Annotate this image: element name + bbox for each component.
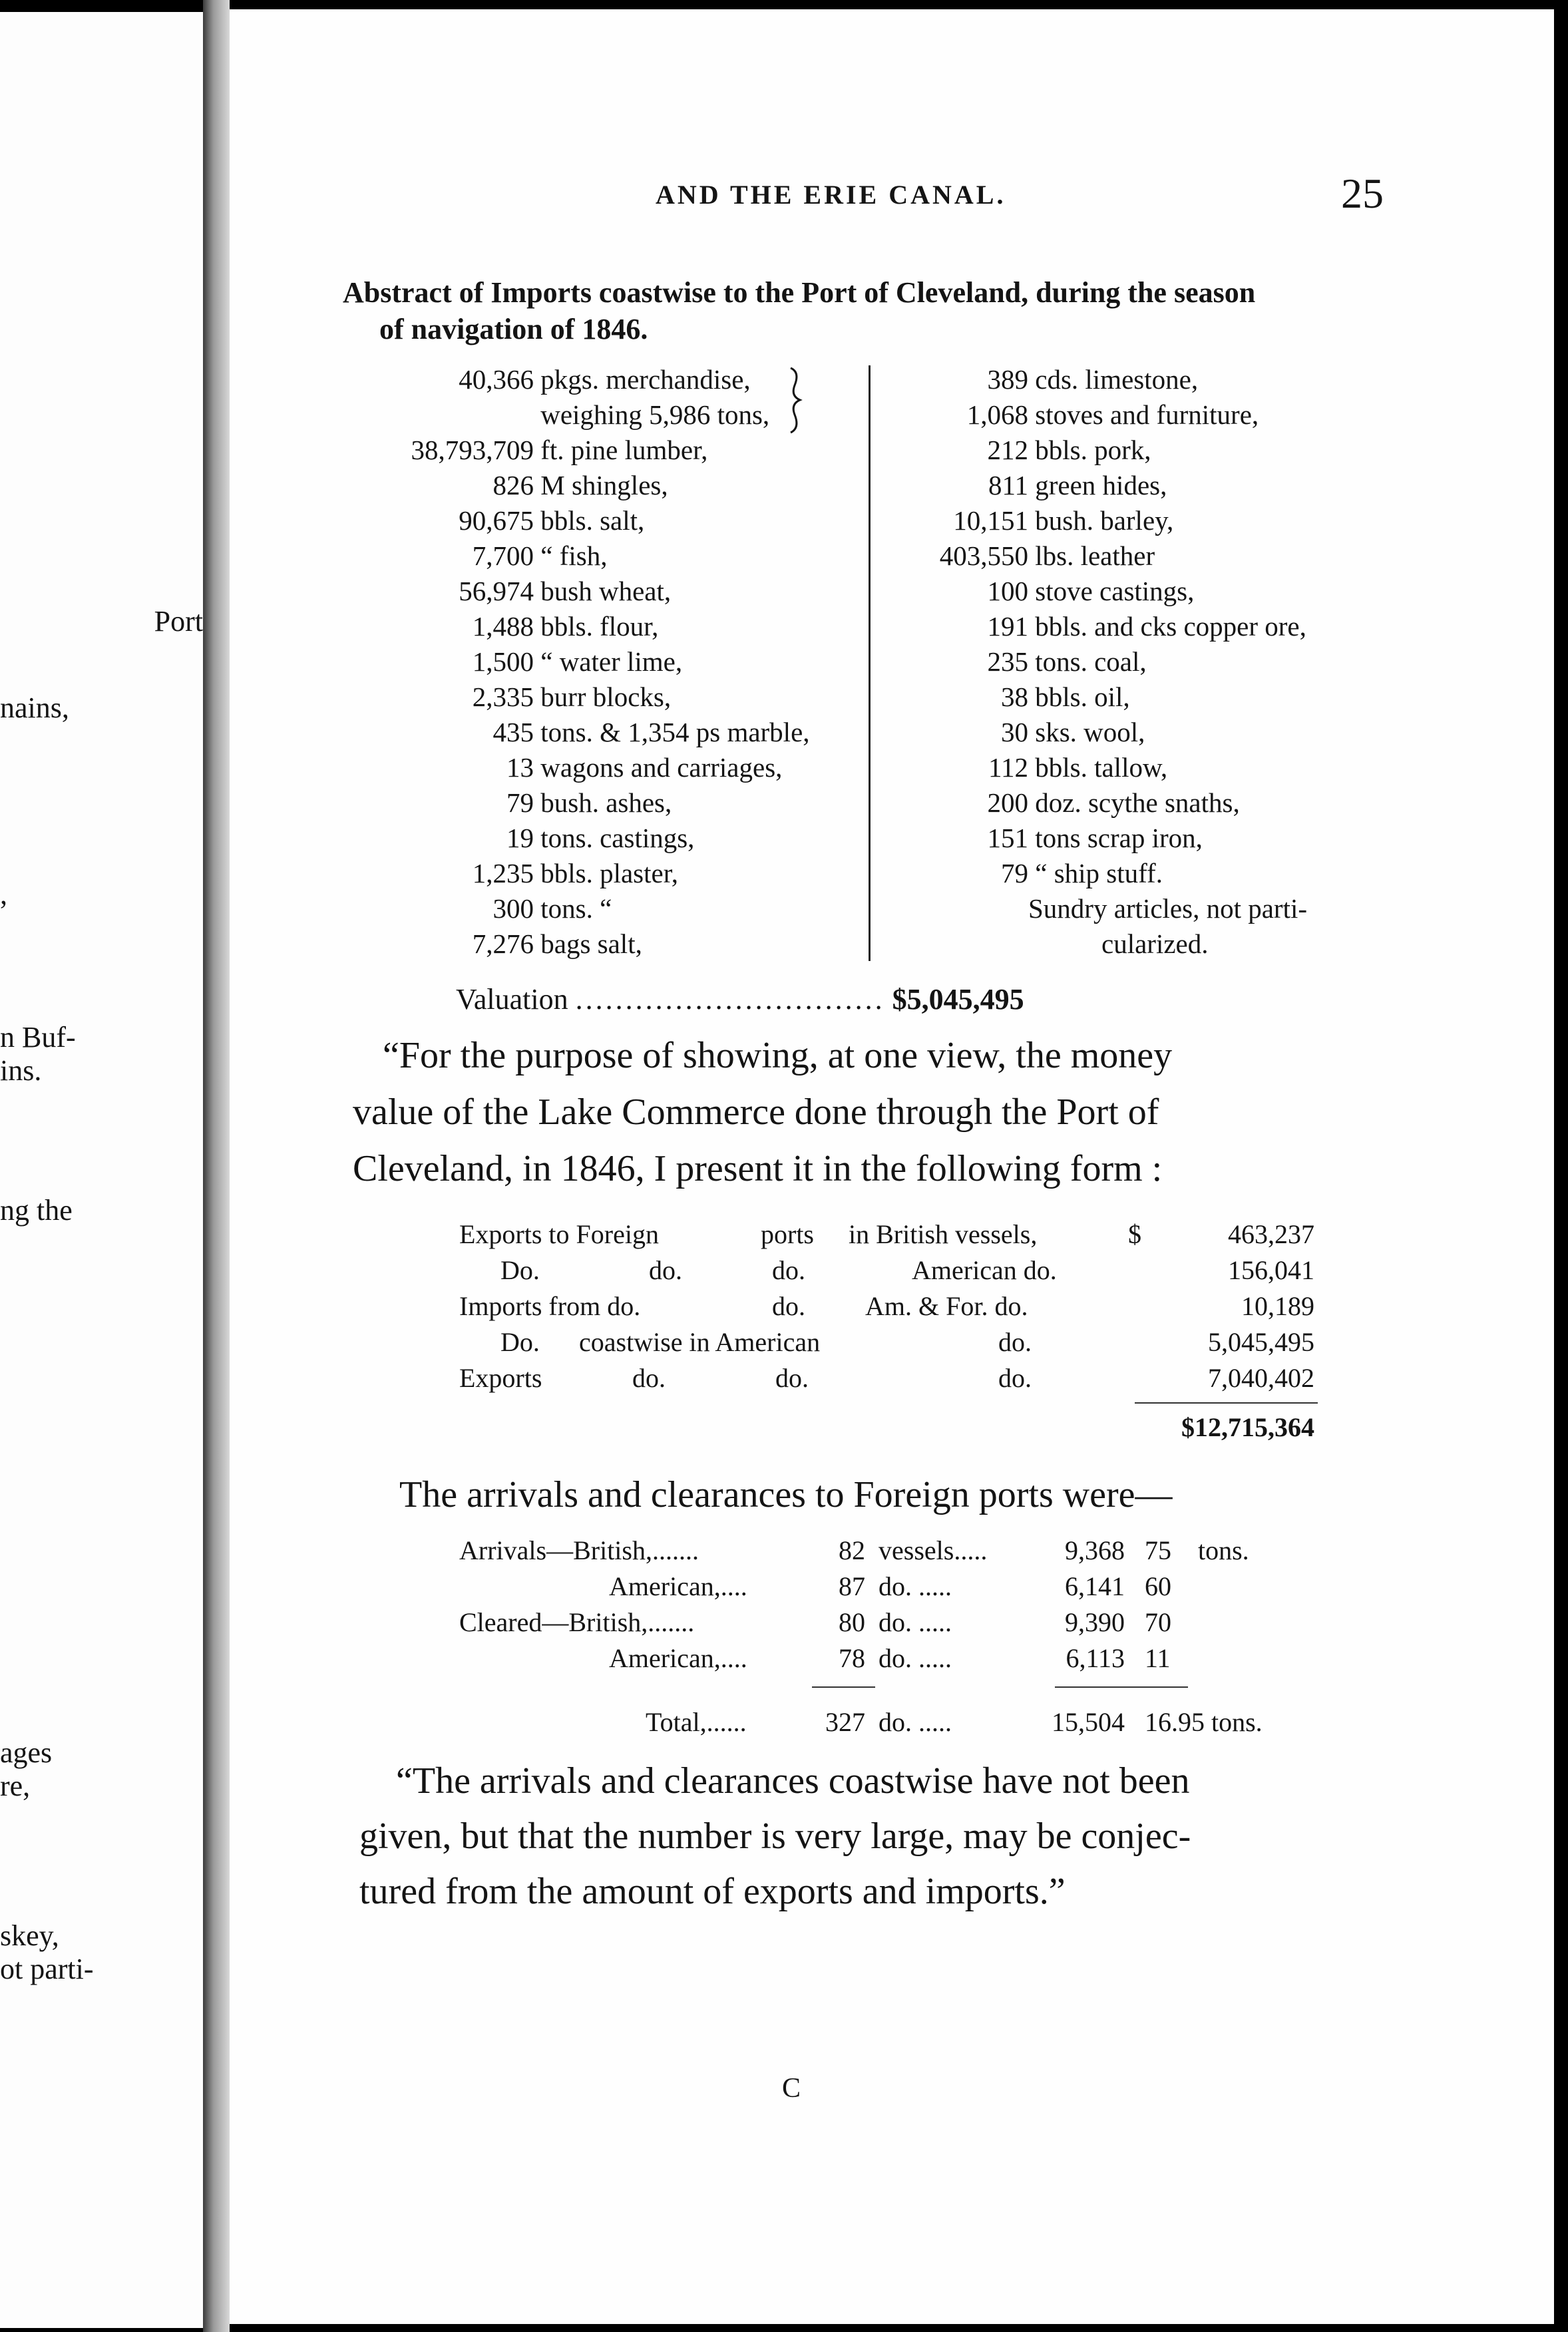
list-item: 112 bbls. tallow, [988,752,1168,783]
brace-icon [785,365,805,435]
list-item: 389 cds. limestone, [987,364,1199,395]
left-fragment: , [0,878,7,910]
signature-mark: C [782,2073,801,2104]
table-row: Cleared—British,....... 80 do. ..... 9,390 70 [459,1607,1171,1637]
list-item: 19 tons. castings, [506,823,695,853]
paragraph-line: Cleveland, in 1846, I present it in the following form : [353,1148,1163,1189]
right-page [230,9,1554,2324]
money-value-table [459,1217,1537,1457]
left-fragment: ins. [0,1054,42,1087]
list-item: 7,276 bags salt, [472,928,642,959]
list-item: 7,700 “ fish, [472,540,608,571]
left-fragment: ages [0,1736,53,1769]
sundry-articles-cont: cularized. [1101,928,1209,959]
money-total: $12,715,364 [1181,1412,1314,1442]
sum-rule [812,1686,875,1688]
list-item: 100 stove castings, [987,576,1195,606]
book-gutter [203,0,230,2332]
list-item: 191 bbls. and cks copper ore, [987,611,1306,642]
list-item: 1,235 bbls. plaster, [472,858,678,888]
paragraph-line: value of the Lake Commerce done through the Port of [353,1091,1159,1133]
table-row: Arrivals—British,....... 82 vessels..... 9,368 75 tons. [459,1535,1249,1565]
arrivals-table [459,1533,1551,1746]
sum-rule [1135,1402,1318,1404]
valuation-value: $5,045,495 [892,983,1024,1016]
abstract-caption-cont: of navigation of 1846. [379,313,648,345]
list-item: 235 tons. coal, [987,646,1147,677]
paragraph-line: tured from the amount of exports and imports.” [359,1871,1066,1912]
list-item: 435 tons. & 1,354 ps marble, [492,717,810,747]
list-item: 300 tons. “ [492,893,612,924]
left-fragment: n Buf- [0,1021,76,1054]
valuation-label: Valuation [456,983,568,1016]
table-row: Exports to Foreign ports in British vessels, $ 463,237 [459,1219,1314,1249]
left-fragment: Port [154,605,203,638]
arrivals-heading: The arrivals and clearances to Foreign ports were— [399,1474,1173,1515]
sundry-articles: Sundry articles, not parti- [1028,893,1308,924]
list-item: 10,151 bush. barley, [953,505,1174,536]
left-page [0,12,203,2328]
imports-list-right [895,362,1554,962]
list-item: 212 bbls. pork, [987,435,1151,465]
list-item: 826 M shingles, [492,470,668,500]
list-item: 38,793,709 ft. pine lumber, [411,435,708,465]
table-row: Do. coastwise in American do. 5,045,495 [500,1327,1314,1357]
paragraph-line: “For the purpose of showing, at one view, the money [383,1035,1173,1076]
list-item: 30 sks. wool, [1001,717,1145,747]
list-item: 151 tons scrap iron, [987,823,1203,853]
valuation-dots: ............................... [575,983,885,1016]
table-row: Do. do. do. American do. 156,041 [500,1255,1314,1285]
left-fragment: nains, [0,691,69,724]
list-item: 79 “ ship stuff. [1001,858,1163,888]
table-row: Imports from do. do. Am. & For. do. 10,189 [459,1291,1314,1321]
list-item: 13 wagons and carriages, [506,752,783,783]
left-fragment: re, [0,1770,31,1802]
list-item: 403,550 lbs. leather [939,540,1155,571]
arrivals-total-row: Total,...... 327 do. ..... 15,504 16.95 tons. [646,1707,1263,1737]
paragraph-line: given, but that the number is very large, may be conjec- [359,1816,1191,1857]
table-row: American,.... 87 do. ..... 6,141 60 [609,1571,1171,1601]
list-item: 2,335 burr blocks, [472,681,672,712]
page-number: 25 [1341,170,1384,217]
list-item: 56,974 bush wheat, [459,576,672,606]
list-item: weighing 5,986 tons, [540,399,770,430]
list-item: 811 green hides, [988,470,1167,500]
left-fragment: ng the [0,1194,73,1227]
abstract-caption: Abstract of Imports coastwise to the Port of Cleveland, during the season [343,276,1256,309]
left-fragment: ot parti- [0,1953,94,1985]
list-item: 90,675 bbls. salt, [459,505,645,536]
list-item: 1,068 stoves and furniture, [966,399,1259,430]
left-fragment: skey, [0,1919,59,1952]
paragraph-line: “The arrivals and clearances coastwise have not been [396,1760,1190,1802]
valuation-row [456,982,1024,1016]
list-item: 200 doz. scythe snaths, [987,787,1240,818]
list-item: 79 bush. ashes, [506,787,672,818]
list-item: 1,500 “ water lime, [472,646,683,677]
running-head: AND THE ERIE CANAL. [656,180,1006,210]
list-item: 38 bbls. oil, [1001,681,1130,712]
list-item: 1,488 bbls. flour, [472,611,659,642]
table-row: American,.... 78 do. ..... 6,113 11 [609,1643,1171,1673]
table-row: Exports do. do. do. 7,040,402 [459,1363,1314,1393]
sum-rule [1055,1686,1188,1688]
column-divider [869,365,871,961]
list-item: 40,366 pkgs. merchandise, [459,364,751,395]
